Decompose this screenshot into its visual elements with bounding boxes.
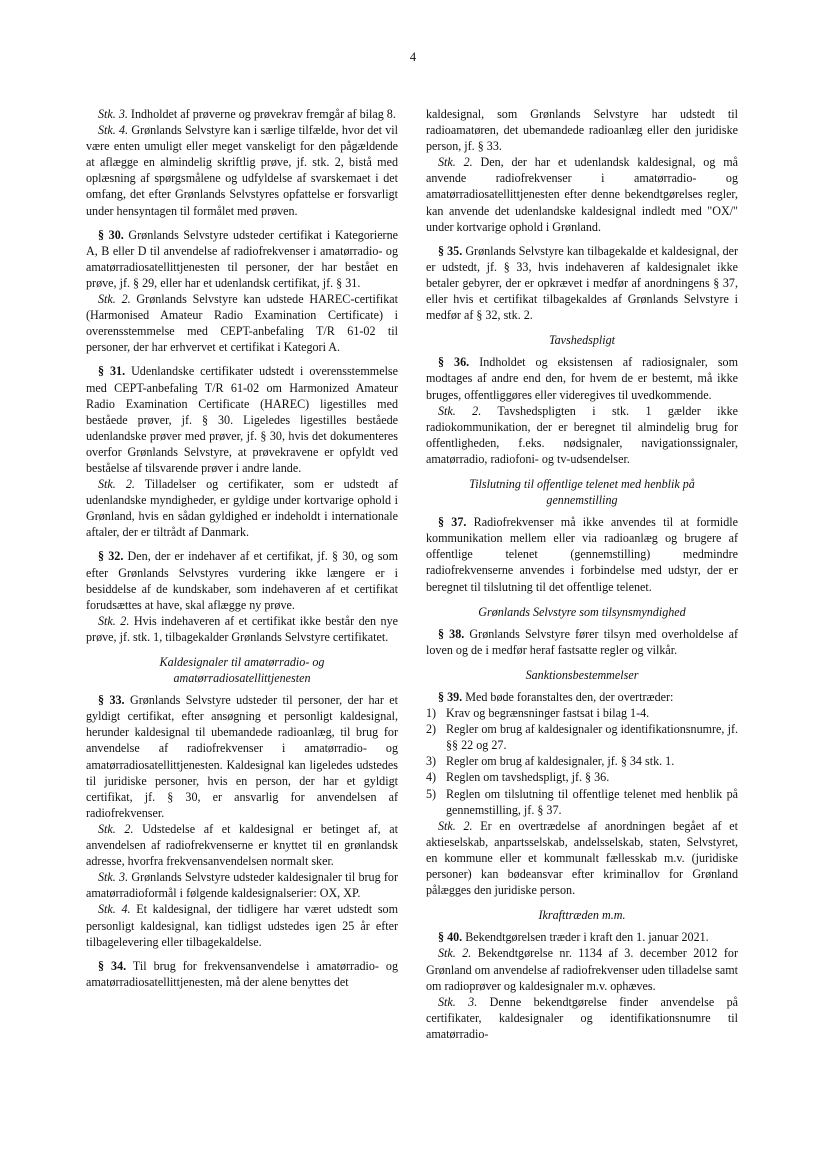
section-paragraph bbox=[426, 354, 738, 402]
paragraph-text: Indholdet og eksistensen af radiosignaler, som modtages af andre end den, for hvem de er bestemt, må ikke bruges, offentliggøres eller videregives til uvedkommende. bbox=[426, 355, 739, 402]
paragraph-text: Grønlands Selvstyre udsteder til personer, der har et gyldigt certifikat, efter ansøgning et personligt kaldesignal, herunder kaldesignal til ubemandede radioanlæg, til brug for anvendelse af radiofrekvenser i amatørradio- og amatørradiosatellittjenesten. Kaldesignal kan ligeledes udstedes til juridiske personer, hvis en person, der har et gyldigt certifikat, jf. § 30, er ansvarlig for anvendelsen af radiofrekvenser. bbox=[86, 693, 399, 820]
section-number: § 37. bbox=[438, 515, 467, 530]
list-item-text: Reglen om tilslutning til offentlige telenet med henblik på gennemstilling, jf. § 37. bbox=[446, 786, 738, 817]
section-number: § 35. bbox=[438, 243, 463, 258]
section-paragraph bbox=[86, 692, 398, 821]
stk-label: Stk. 4. bbox=[98, 123, 129, 138]
paragraph bbox=[86, 901, 398, 949]
heading-line: gennemstilling bbox=[546, 493, 618, 508]
stk-label: Stk. 2. bbox=[438, 946, 472, 961]
section-number: § 33. bbox=[98, 693, 125, 708]
heading-line: Tilslutning til offentlige telenet med henblik på bbox=[469, 476, 695, 491]
paragraph-text: Hvis indehaveren af et certifikat ikke består den nye prøve, jf. stk. 1, tilbagekalder Grønlands Selvstyre certifikatet. bbox=[86, 613, 398, 644]
paragraph-text: Er en overtrædelse af anordningen begået af et aktieselskab, anpartsselskab, andelsselskab, staten, Selvstyret, en kommune eller et kommunalt fællesskab m.v. (juridiske personer) kan bødeansvar efter kriminallov for Grønland pålægges den juridiske person. bbox=[426, 818, 738, 898]
paragraph-text: Til brug for frekvensanvendelse i amatørradio- og amatørradiosatellittjenesten, må der alene benyttes det bbox=[86, 958, 399, 989]
paragraph-text: Grønlands Selvstyre kan tilbagekalde et kaldesignal, der er udstedt, jf. § 33, hvis indehaveren af kaldesignalet ikke betaler gebyrer, der er opkrævet i medfør af anordningens § 37, eller hvis et certifikat tilbagekaldes af Grønlands Selvstyre i medfør af § 32, stk. 2. bbox=[426, 243, 739, 323]
paragraph-text: Bekendtgørelse nr. 1134 af 3. december 2012 for Grønland om anvendelse af radiofrekvenser uden tilladelse samt om radioprøver og kaldesignaler m.v. ophæves. bbox=[426, 946, 738, 993]
stk-label: Stk. 2. bbox=[98, 613, 130, 628]
list-number: 2) bbox=[426, 722, 437, 737]
section-paragraph bbox=[426, 929, 738, 945]
stk-label: Stk. 3. bbox=[438, 994, 478, 1009]
section-heading bbox=[86, 654, 398, 686]
stk-label: Stk. 2. bbox=[438, 403, 482, 418]
section-number: § 31. bbox=[98, 364, 126, 379]
section-paragraph bbox=[86, 958, 398, 990]
paragraph-text: Radiofrekvenser må ikke anvendes til at formidle kommunikation mellem eller via radioanlæg og brugere af offentlige telenet (gennemstilling) medmindre radiofrekvenserne anvendes i forbindelse med udstyr, der er beregnet til tilslutning til det offentlige telenet. bbox=[426, 515, 738, 594]
section-paragraph bbox=[426, 514, 738, 594]
list-number: 3) bbox=[426, 754, 437, 769]
paragraph bbox=[86, 291, 398, 355]
section-paragraph bbox=[86, 227, 398, 291]
section-paragraph bbox=[426, 243, 738, 323]
heading-line: Grønlands Selvstyre som tilsynsmyndighed bbox=[478, 604, 686, 619]
section-heading bbox=[426, 907, 738, 923]
paragraph bbox=[86, 869, 398, 901]
paragraph bbox=[86, 476, 398, 540]
paragraph bbox=[426, 154, 738, 234]
page-number: 4 bbox=[409, 50, 417, 64]
section-heading bbox=[426, 604, 738, 620]
section-number: § 39. bbox=[438, 690, 463, 704]
paragraph bbox=[426, 818, 738, 898]
paragraph-text: Grønlands Selvstyre udsteder certifikat i Kategorierne A, B eller D til anvendelse af radiofrekvenser i amatørradio- og amatørradiosatellittjenesten til personer, der har bestået en prøve, jf. § 29, eller har et udenlandsk certifikat, jf. § 31. bbox=[86, 227, 399, 290]
list-item-text: Regler om brug af kaldesignaler og identifikationsnumre, jf. §§ 22 og 27. bbox=[446, 722, 738, 753]
paragraph bbox=[426, 106, 738, 154]
section-number: § 38. bbox=[438, 626, 465, 641]
section-number: § 32. bbox=[98, 549, 124, 564]
stk-label: Stk. 3. bbox=[98, 107, 128, 121]
paragraph bbox=[86, 821, 398, 869]
paragraph-text: Den, der er indehaver af et certifikat, jf. § 30, og som efter Grønlands Selvstyres vurdering ikke længere er i besiddelse af de kundskaber, som indehaveren af et certifikat forudsættes at have, skal aflægge ny prøve. bbox=[86, 549, 398, 612]
paragraph-text: Denne bekendtgørelse finder anvendelse på certifikater, kaldesignaler og identifikationsnumre til amatørradio- bbox=[426, 994, 738, 1041]
paragraph bbox=[426, 994, 738, 1042]
heading-line: Tavshedspligt bbox=[548, 333, 616, 348]
heading-line: Sanktionsbestemmelser bbox=[525, 667, 639, 682]
paragraph-text: Udstedelse af et kaldesignal er betinget af, at anvendelsen af radiofrekvenserne er knyttet til en grønlandsk adresse, hvorfra frekvensanvendelsen normalt sker. bbox=[86, 821, 398, 869]
heading-line: Kaldesignaler til amatørradio- og bbox=[159, 655, 325, 669]
heading-line: amatørradiosatellittjenesten bbox=[173, 671, 311, 686]
paragraph-text: Bekendtgørelsen træder i kraft den 1. januar 2021. bbox=[462, 930, 709, 945]
paragraph-text: Et kaldesignal, der tidligere har været udstedt som personligt kaldesignal, kan tidligst udstedes igen 25 år efter tilbagelevering eller tilbagekaldelse. bbox=[86, 902, 398, 949]
paragraph-text: Grønlands Selvstyre kan udstede HAREC-certifikat (Harmonised Amateur Radio Examination Certificate) i overensstemmelse med CEPT-anbefaling T/R 61-02 til personer, der har erhvervet et certifikat i Kategori A. bbox=[86, 292, 398, 355]
right-column bbox=[426, 106, 738, 1042]
stk-label: Stk. 2. bbox=[98, 821, 134, 836]
section-heading bbox=[426, 667, 738, 683]
paragraph-text: Tavshedspligten i stk. 1 gælder ikke radiokommunikation, der er beregnet til almindelig brug for offentligheden, f.eks. nødsignaler, navigationssignaler, amatørradio, radiofoni- og tv-udsendelser. bbox=[426, 403, 738, 466]
paragraph bbox=[86, 613, 398, 645]
section-number: § 34. bbox=[98, 958, 127, 973]
list-item-text: Regler om brug af kaldesignaler, jf. § 34 stk. 1. bbox=[446, 754, 675, 769]
section-paragraph bbox=[86, 548, 398, 612]
paragraph-text: Grønlands Selvstyre udsteder kaldesignaler til brug for amatørradioformål i følgende kaldesignalserier: OX, XP. bbox=[86, 870, 398, 901]
numbered-list bbox=[426, 705, 738, 818]
list-item bbox=[426, 786, 738, 818]
paragraph-text: Den, der har et udenlandsk kaldesignal, og må anvende radiofrekvenser i amatørradio- og amatørradiosatellittjenesten efter denne bekendtgørelses regler, kan anvende det udenlandske kaldesignal indledt med "OX/" under kortvarige ophold i Grønland. bbox=[426, 155, 738, 234]
stk-label: Stk. 4. bbox=[98, 902, 131, 917]
paragraph-text: kaldesignal, som Grønlands Selvstyre har udstedt til radioamatøren, det ubemandede radioanlæg eller den juridiske person, jf. § 33. bbox=[426, 107, 738, 154]
paragraph bbox=[426, 945, 738, 993]
list-item bbox=[426, 769, 738, 785]
stk-label: Stk. 2. bbox=[438, 818, 473, 833]
stk-label: Stk. 2. bbox=[438, 155, 473, 170]
paragraph bbox=[86, 106, 398, 122]
list-item bbox=[426, 705, 738, 721]
list-item bbox=[426, 721, 738, 753]
stk-label: Stk. 2. bbox=[98, 292, 131, 307]
list-item-text: Reglen om tavshedspligt, jf. § 36. bbox=[446, 770, 610, 785]
heading-line: Ikrafttræden m.m. bbox=[538, 908, 626, 923]
section-paragraph bbox=[426, 626, 738, 658]
paragraph-text: Tilladelser og certifikater, som er udstedt af udenlandske myndigheder, er gyldige under kortvarige ophold i Grønland, hvis en sådan gyldighed er indeholdt i internationale aftaler, der er tiltrådt af Danmark. bbox=[86, 477, 398, 540]
paragraph bbox=[86, 122, 398, 219]
section-number: § 36. bbox=[438, 355, 470, 370]
list-item-text: Krav og begrænsninger fastsat i bilag 1-4. bbox=[446, 706, 650, 721]
list-item bbox=[426, 753, 738, 769]
list-number: 1) bbox=[426, 706, 437, 721]
section-number: § 30. bbox=[98, 227, 124, 242]
paragraph bbox=[426, 403, 738, 467]
left-column bbox=[86, 106, 398, 990]
section-paragraph bbox=[86, 363, 398, 476]
list-number: 4) bbox=[426, 770, 437, 785]
paragraph-text: Grønlands Selvstyre kan i særlige tilfælde, hvor det vil være enten umuligt eller meget vanskeligt for den pågældende at aflægge en almindelig skriftlig prøve, jf. stk. 2, bistå med oplæsning af spørgsmålene og udfyldelse af svarskemaet i det omfang, det efter Grønlands Selvstyres opfattelse er forsvarligt under hensyntagen til formålet med prøven. bbox=[86, 123, 398, 218]
section-heading bbox=[426, 332, 738, 348]
section-heading bbox=[426, 476, 738, 508]
paragraph-text: Med bøde foranstaltes den, der overtræder: bbox=[462, 690, 674, 704]
list-number: 5) bbox=[426, 786, 437, 801]
paragraph-text: Indholdet af prøverne og prøvekrav fremgår af bilag 8. bbox=[127, 107, 396, 121]
section-paragraph bbox=[426, 689, 738, 705]
stk-label: Stk. 2. bbox=[98, 477, 135, 492]
stk-label: Stk. 3. bbox=[98, 870, 129, 885]
paragraph-text: Udenlandske certifikater udstedt i overensstemmelse med CEPT-anbefaling T/R 61-02 om Harmonized Amateur Radio Examination Certificate (HAREC) ligestilles med beståede prøver, jf. § 30. Ligeledes ligestilles beståede udenlandske prøver med prøver, jf. § 30, hvis det dokumenteres overfor Grønlands Selvstyre, at prøvekravene er opfyldt ved beståelse af tilsvarende prøver i andre lande. bbox=[86, 364, 399, 475]
section-number: § 40. bbox=[438, 930, 463, 945]
paragraph-text: Grønlands Selvstyre fører tilsyn med overholdelse af loven og de i medfør heraf fastsatte regler og vilkår. bbox=[426, 626, 738, 657]
